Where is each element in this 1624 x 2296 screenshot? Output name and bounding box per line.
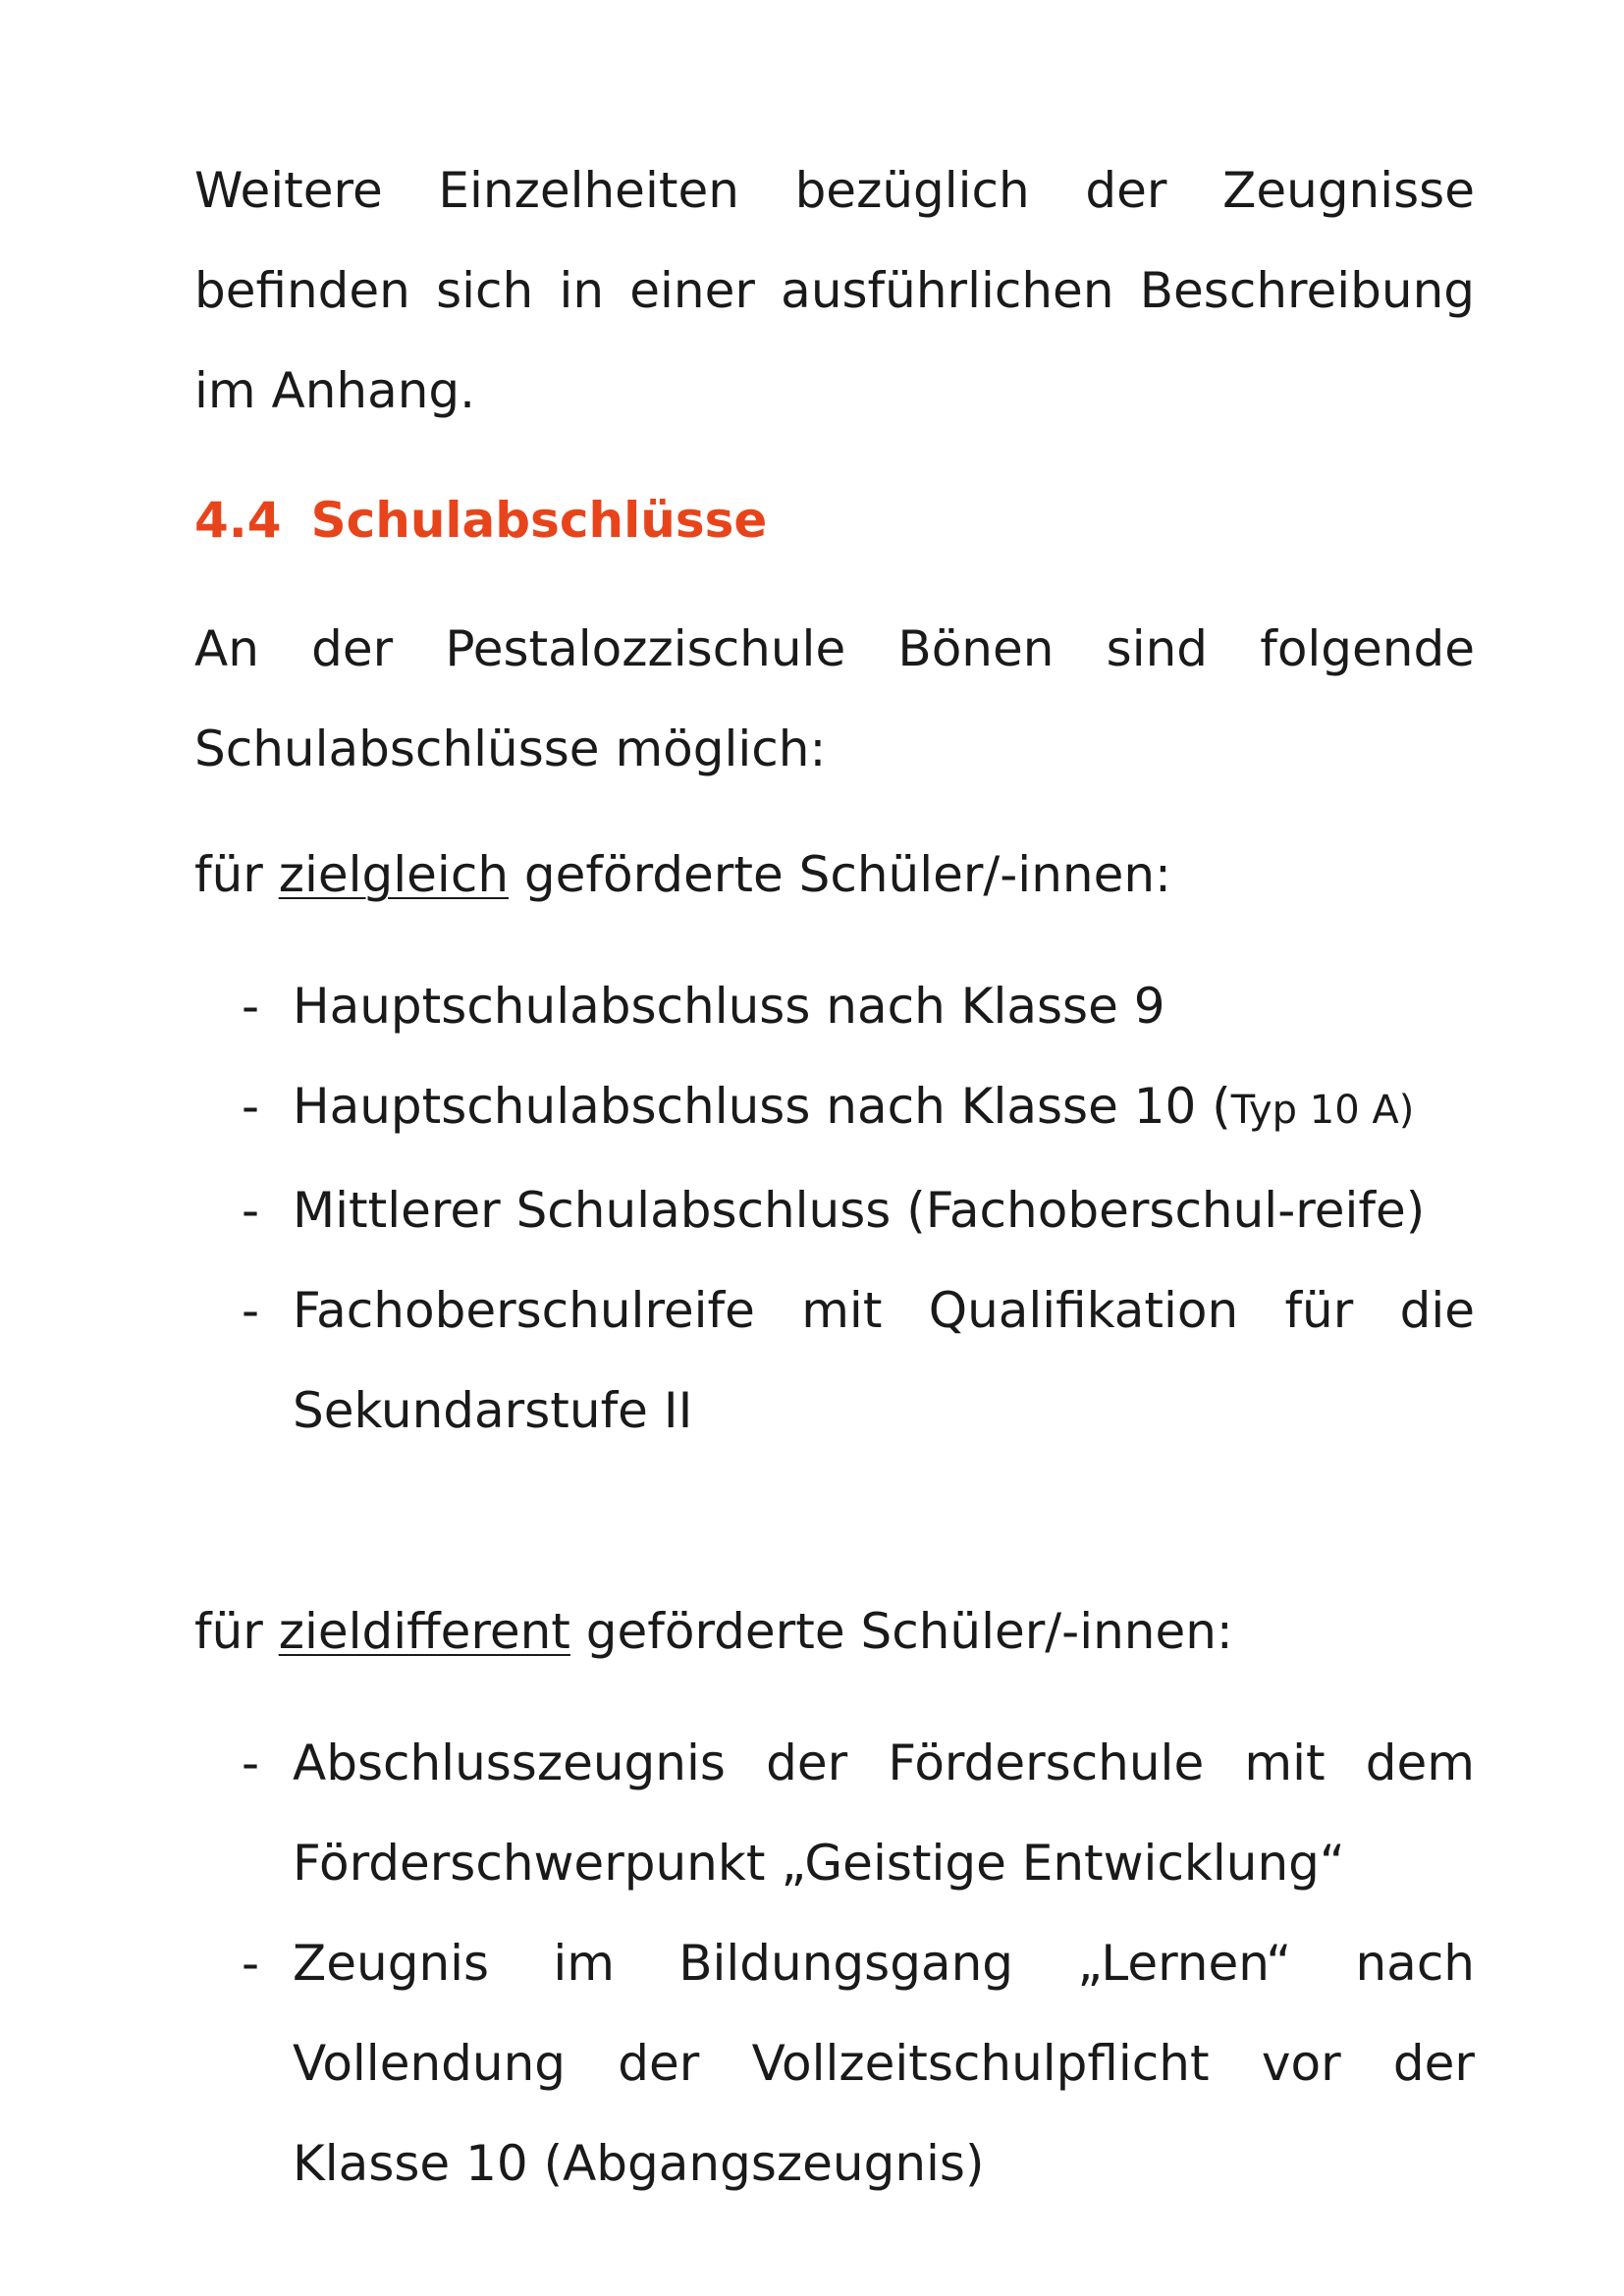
- list-item-text: Fachoberschulreife mit Qualifikation für die Sekundarstufe II: [293, 1282, 1475, 1439]
- group-zielgleich-keyword: zielgleich: [278, 846, 510, 903]
- list-item-text: Mittlerer Schulabschluss (Fachoberschul-reife): [293, 1182, 1426, 1239]
- list-item: [194, 956, 1475, 1056]
- group-zielgleich-suffix: geförderte Schüler/-innen:: [509, 846, 1171, 903]
- list-dash: -: [242, 978, 260, 1035]
- list-dash: -: [242, 1078, 260, 1135]
- group-zielgleich-prefix: für: [194, 846, 279, 903]
- intro-paragraph: Weitere Einzelheiten bezüglich der Zeugnisse befinden sich in einer ausführlichen Beschreibung im Anhang.: [194, 162, 1475, 419]
- list-item: [194, 1260, 1475, 1461]
- list-dash: -: [242, 1182, 260, 1239]
- list-dash: -: [242, 1735, 260, 1791]
- list-item: [194, 1913, 1475, 2214]
- group-zieldifferent-keyword: zieldifferent: [278, 1603, 570, 1660]
- group-zieldifferent-prefix: für: [194, 1603, 279, 1660]
- section-number: 4.4: [194, 492, 282, 549]
- group-zieldifferent-label: [194, 1581, 1233, 1682]
- list-item-text: Hauptschulabschluss nach Klasse 9: [293, 978, 1165, 1035]
- group-zieldifferent-suffix: geförderte Schüler/-innen:: [569, 1603, 1233, 1660]
- list-item-text: Zeugnis im Bildungsgang „Lernen“ nach Vollendung der Vollzeitschulpflicht vor der Klasse 10 (Abgangszeugnis): [293, 1935, 1475, 2192]
- list-item: [194, 1056, 1475, 1160]
- section-heading: [194, 479, 767, 561]
- list-item: [194, 1713, 1475, 1913]
- list-item: [194, 1160, 1475, 1260]
- zielgleich-list: [194, 956, 1475, 1461]
- group-zielgleich-label: [194, 825, 1171, 925]
- description-paragraph: An der Pestalozzischule Bönen sind folgende Schulabschlüsse möglich:: [194, 620, 1475, 777]
- zieldifferent-list: [194, 1713, 1475, 2214]
- section-title: Schulabschlüsse: [310, 492, 768, 549]
- list-item-text: Abschlusszeugnis der Förderschule mit dem Förderschwerpunkt „Geistige Entwicklung“: [293, 1735, 1475, 1892]
- list-item-text: Hauptschulabschluss nach Klasse 10 (: [293, 1078, 1231, 1135]
- list-item-note: Typ 10 A): [1230, 1088, 1415, 1133]
- list-dash: -: [242, 1935, 260, 1992]
- list-dash: -: [242, 1282, 260, 1339]
